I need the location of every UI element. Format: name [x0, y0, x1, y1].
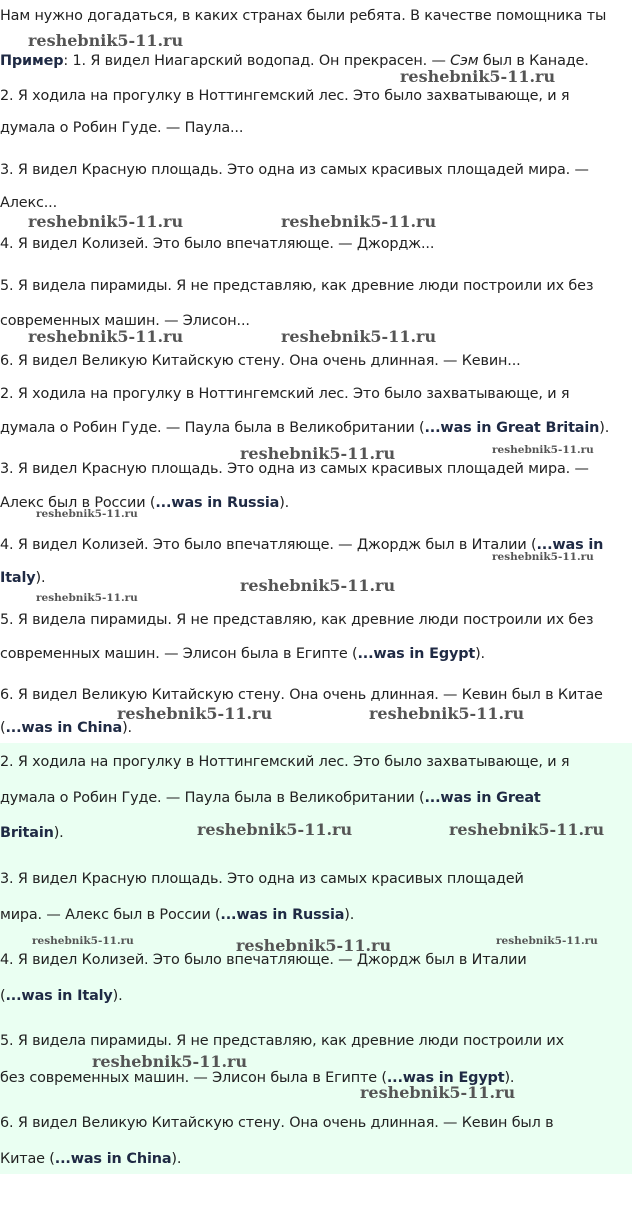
watermark: reshebnik5-11.ru: [117, 704, 273, 723]
green-answer-2-line-2: думала о Робин Гуде. — Паула была в Великобритании (...was in Great: [0, 790, 541, 806]
question-3-line-2: Алекс...: [0, 195, 58, 211]
green-answer-3-line-1: 3. Я видел Красную площадь. Это одна из самых красивых площадей: [0, 871, 524, 887]
question-2-line-2: думала о Робин Гуде. — Паула...: [0, 120, 244, 136]
answer-4-line-1: 4. Я видел Колизей. Это было впечатляюще. — Джордж был в Италии (...was in: [0, 537, 604, 553]
green-answer-4-line-1: 4. Я видел Колизей. Это было впечатляюще. — Джордж был в Италии: [0, 952, 527, 968]
green-answer-5-line-2: без современных машин. — Элисон была в Египте (...was in Egypt).: [0, 1070, 515, 1086]
watermark: reshebnik5-11.ru: [28, 327, 184, 346]
watermark: reshebnik5-11.ru: [281, 327, 437, 346]
watermark: reshebnik5-11.ru: [492, 444, 594, 456]
watermark: reshebnik5-11.ru: [36, 508, 138, 520]
answer-2-line-2: думала о Робин Гуде. — Паула была в Великобритании (...was in Great Britain).: [0, 420, 610, 436]
watermark: reshebnik5-11.ru: [400, 67, 556, 86]
question-6-line-1: 6. Я видел Великую Китайскую стену. Она очень длинная. — Кевин...: [0, 353, 521, 369]
watermark: reshebnik5-11.ru: [32, 935, 134, 947]
green-answer-6-line-2: Китае (...was in China).: [0, 1151, 182, 1167]
answer-6-line-1: 6. Я видел Великую Китайскую стену. Она очень длинная. — Кевин был в Китае: [0, 687, 603, 703]
green-answer-4-line-2: (...was in Italy).: [0, 988, 123, 1004]
green-answer-6-line-1: 6. Я видел Великую Китайскую стену. Она очень длинная. — Кевин был в: [0, 1115, 554, 1131]
answer-2-line-1: 2. Я ходила на прогулку в Ноттингемский лес. Это было захватывающе, и я: [0, 386, 570, 402]
watermark: reshebnik5-11.ru: [236, 936, 392, 955]
question-2-line-1: 2. Я ходила на прогулку в Ноттингемский лес. Это было захватывающе, и я: [0, 88, 570, 104]
intro-text: Нам нужно догадаться, в каких странах были ребята. В качестве помощника ты: [0, 8, 607, 24]
answer-6-line-2: (...was in China).: [0, 720, 132, 736]
answer-4-line-2: Italy).: [0, 570, 46, 586]
green-answer-3-line-2: мира. — Алекс был в России (...was in Russia).: [0, 907, 355, 923]
watermark: reshebnik5-11.ru: [449, 820, 605, 839]
watermark: reshebnik5-11.ru: [36, 592, 138, 604]
example-label: Пример: [0, 53, 64, 69]
question-4-line-1: 4. Я видел Колизей. Это было впечатляюще. — Джордж...: [0, 236, 435, 252]
watermark: reshebnik5-11.ru: [496, 935, 598, 947]
watermark: reshebnik5-11.ru: [197, 820, 353, 839]
watermark: reshebnik5-11.ru: [240, 576, 396, 595]
watermark: reshebnik5-11.ru: [28, 31, 184, 50]
green-answer-5-line-1: 5. Я видела пирамиды. Я не представляю, как древние люди построили их: [0, 1033, 564, 1049]
answer-3-line-2: Алекс был в России (...was in Russia).: [0, 495, 290, 511]
answer-3-line-1: 3. Я видел Красную площадь. Это одна из самых красивых площадей мира. —: [0, 461, 589, 477]
answer-5-line-2: современных машин. — Элисон была в Египте (...was in Egypt).: [0, 646, 485, 662]
question-5-line-1: 5. Я видела пирамиды. Я не представляю, как древние люди построили их без: [0, 278, 594, 294]
watermark: reshebnik5-11.ru: [492, 551, 594, 563]
green-answer-2-line-1: 2. Я ходила на прогулку в Ноттингемский лес. Это было захватывающе, и я: [0, 754, 570, 770]
watermark: reshebnik5-11.ru: [369, 704, 525, 723]
example-name: Сэм: [450, 53, 479, 69]
green-answer-2-line-3: Britain).: [0, 825, 64, 841]
watermark: reshebnik5-11.ru: [360, 1083, 516, 1102]
watermark: reshebnik5-11.ru: [240, 444, 396, 463]
watermark: reshebnik5-11.ru: [281, 212, 437, 231]
watermark: reshebnik5-11.ru: [92, 1052, 248, 1071]
clipped-text-strip: [185, 46, 545, 49]
answer-5-line-1: 5. Я видела пирамиды. Я не представляю, как древние люди построили их без: [0, 612, 594, 628]
question-5-line-2: современных машин. — Элисон...: [0, 313, 250, 329]
example-line: Пример: 1. Я видел Ниагарский водопад. Он прекрасен. — Сэм был в Канаде.: [0, 53, 589, 69]
watermark: reshebnik5-11.ru: [28, 212, 184, 231]
question-3-line-1: 3. Я видел Красную площадь. Это одна из самых красивых площадей мира. —: [0, 162, 589, 178]
